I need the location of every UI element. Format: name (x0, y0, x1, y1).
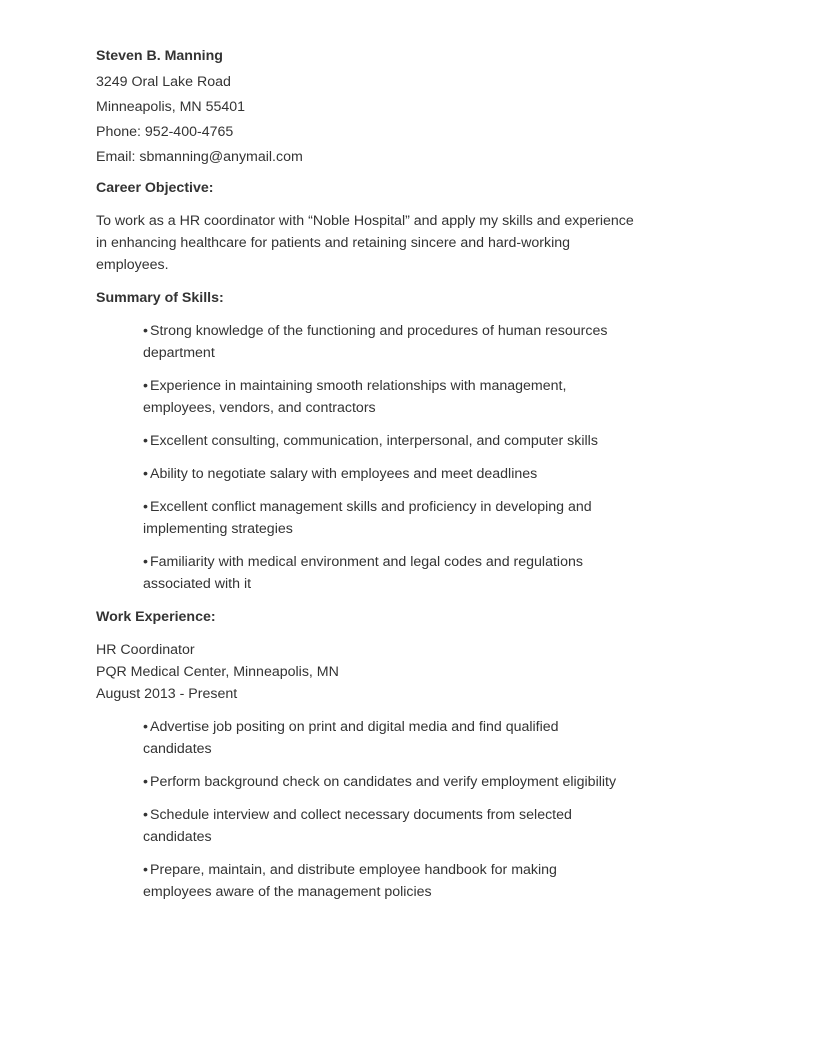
duty-text: Perform background check on candidates and verify employment eligibility (150, 774, 617, 790)
skill-text: Familiarity with medical environment and legal codes and regulations associated with it (143, 554, 583, 592)
career-objective-text: To work as a HR coordinator with “Noble Hospital” and apply my skills and experience in enhancing healthcare for patients and retaining sincere and hard-working employees. (96, 213, 634, 273)
skill-text: Excellent consulting, communication, interpersonal, and computer skills (150, 433, 598, 449)
skill-item (143, 463, 628, 485)
skill-item (143, 496, 628, 540)
resume-document (96, 45, 636, 903)
applicant-name: Steven B. Manning (96, 48, 223, 64)
work-experience-heading: Work Experience: (96, 609, 216, 625)
skill-text: Strong knowledge of the functioning and procedures of human resources department (143, 323, 608, 361)
email-line: Email: sbmanning@anymail.com (96, 149, 303, 165)
contact-block (96, 70, 636, 170)
bullet-icon: • (143, 433, 148, 449)
career-objective-heading: Career Objective: (96, 180, 214, 196)
job-title: HR Coordinator (96, 642, 195, 658)
address-line: 3249 Oral Lake Road (96, 74, 231, 90)
skills-heading: Summary of Skills: (96, 290, 224, 306)
skill-item (143, 551, 628, 595)
duties-list (96, 716, 636, 903)
job-dates: August 2013 - Present (96, 686, 238, 702)
skill-text: Experience in maintaining smooth relationships with management, employees, vendors, and contractors (143, 378, 567, 416)
job-company: PQR Medical Center, Minneapolis, MN (96, 664, 339, 680)
skill-item (143, 430, 628, 452)
phone-line: Phone: 952-400-4765 (96, 124, 234, 140)
bullet-icon: • (143, 807, 148, 823)
job-entry (96, 639, 636, 705)
skills-list (96, 320, 636, 595)
duty-text: Advertise job positing on print and digital media and find qualified candidates (143, 719, 559, 757)
bullet-icon: • (143, 862, 148, 878)
skill-item (143, 375, 628, 419)
skill-text: Ability to negotiate salary with employees and meet deadlines (150, 466, 538, 482)
bullet-icon: • (143, 378, 148, 394)
duty-item (143, 804, 628, 848)
duty-item (143, 859, 628, 903)
bullet-icon: • (143, 554, 148, 570)
duty-text: Prepare, maintain, and distribute employee handbook for making employees aware of the management policies (143, 862, 557, 900)
duty-item (143, 716, 628, 760)
skill-text: Excellent conflict management skills and proficiency in developing and implementing strategies (143, 499, 592, 537)
bullet-icon: • (143, 323, 148, 339)
city-line: Minneapolis, MN 55401 (96, 99, 246, 115)
bullet-icon: • (143, 466, 148, 482)
bullet-icon: • (143, 774, 148, 790)
duty-text: Schedule interview and collect necessary documents from selected candidates (143, 807, 572, 845)
bullet-icon: • (143, 719, 148, 735)
bullet-icon: • (143, 499, 148, 515)
duty-item (143, 771, 628, 793)
skill-item (143, 320, 628, 364)
